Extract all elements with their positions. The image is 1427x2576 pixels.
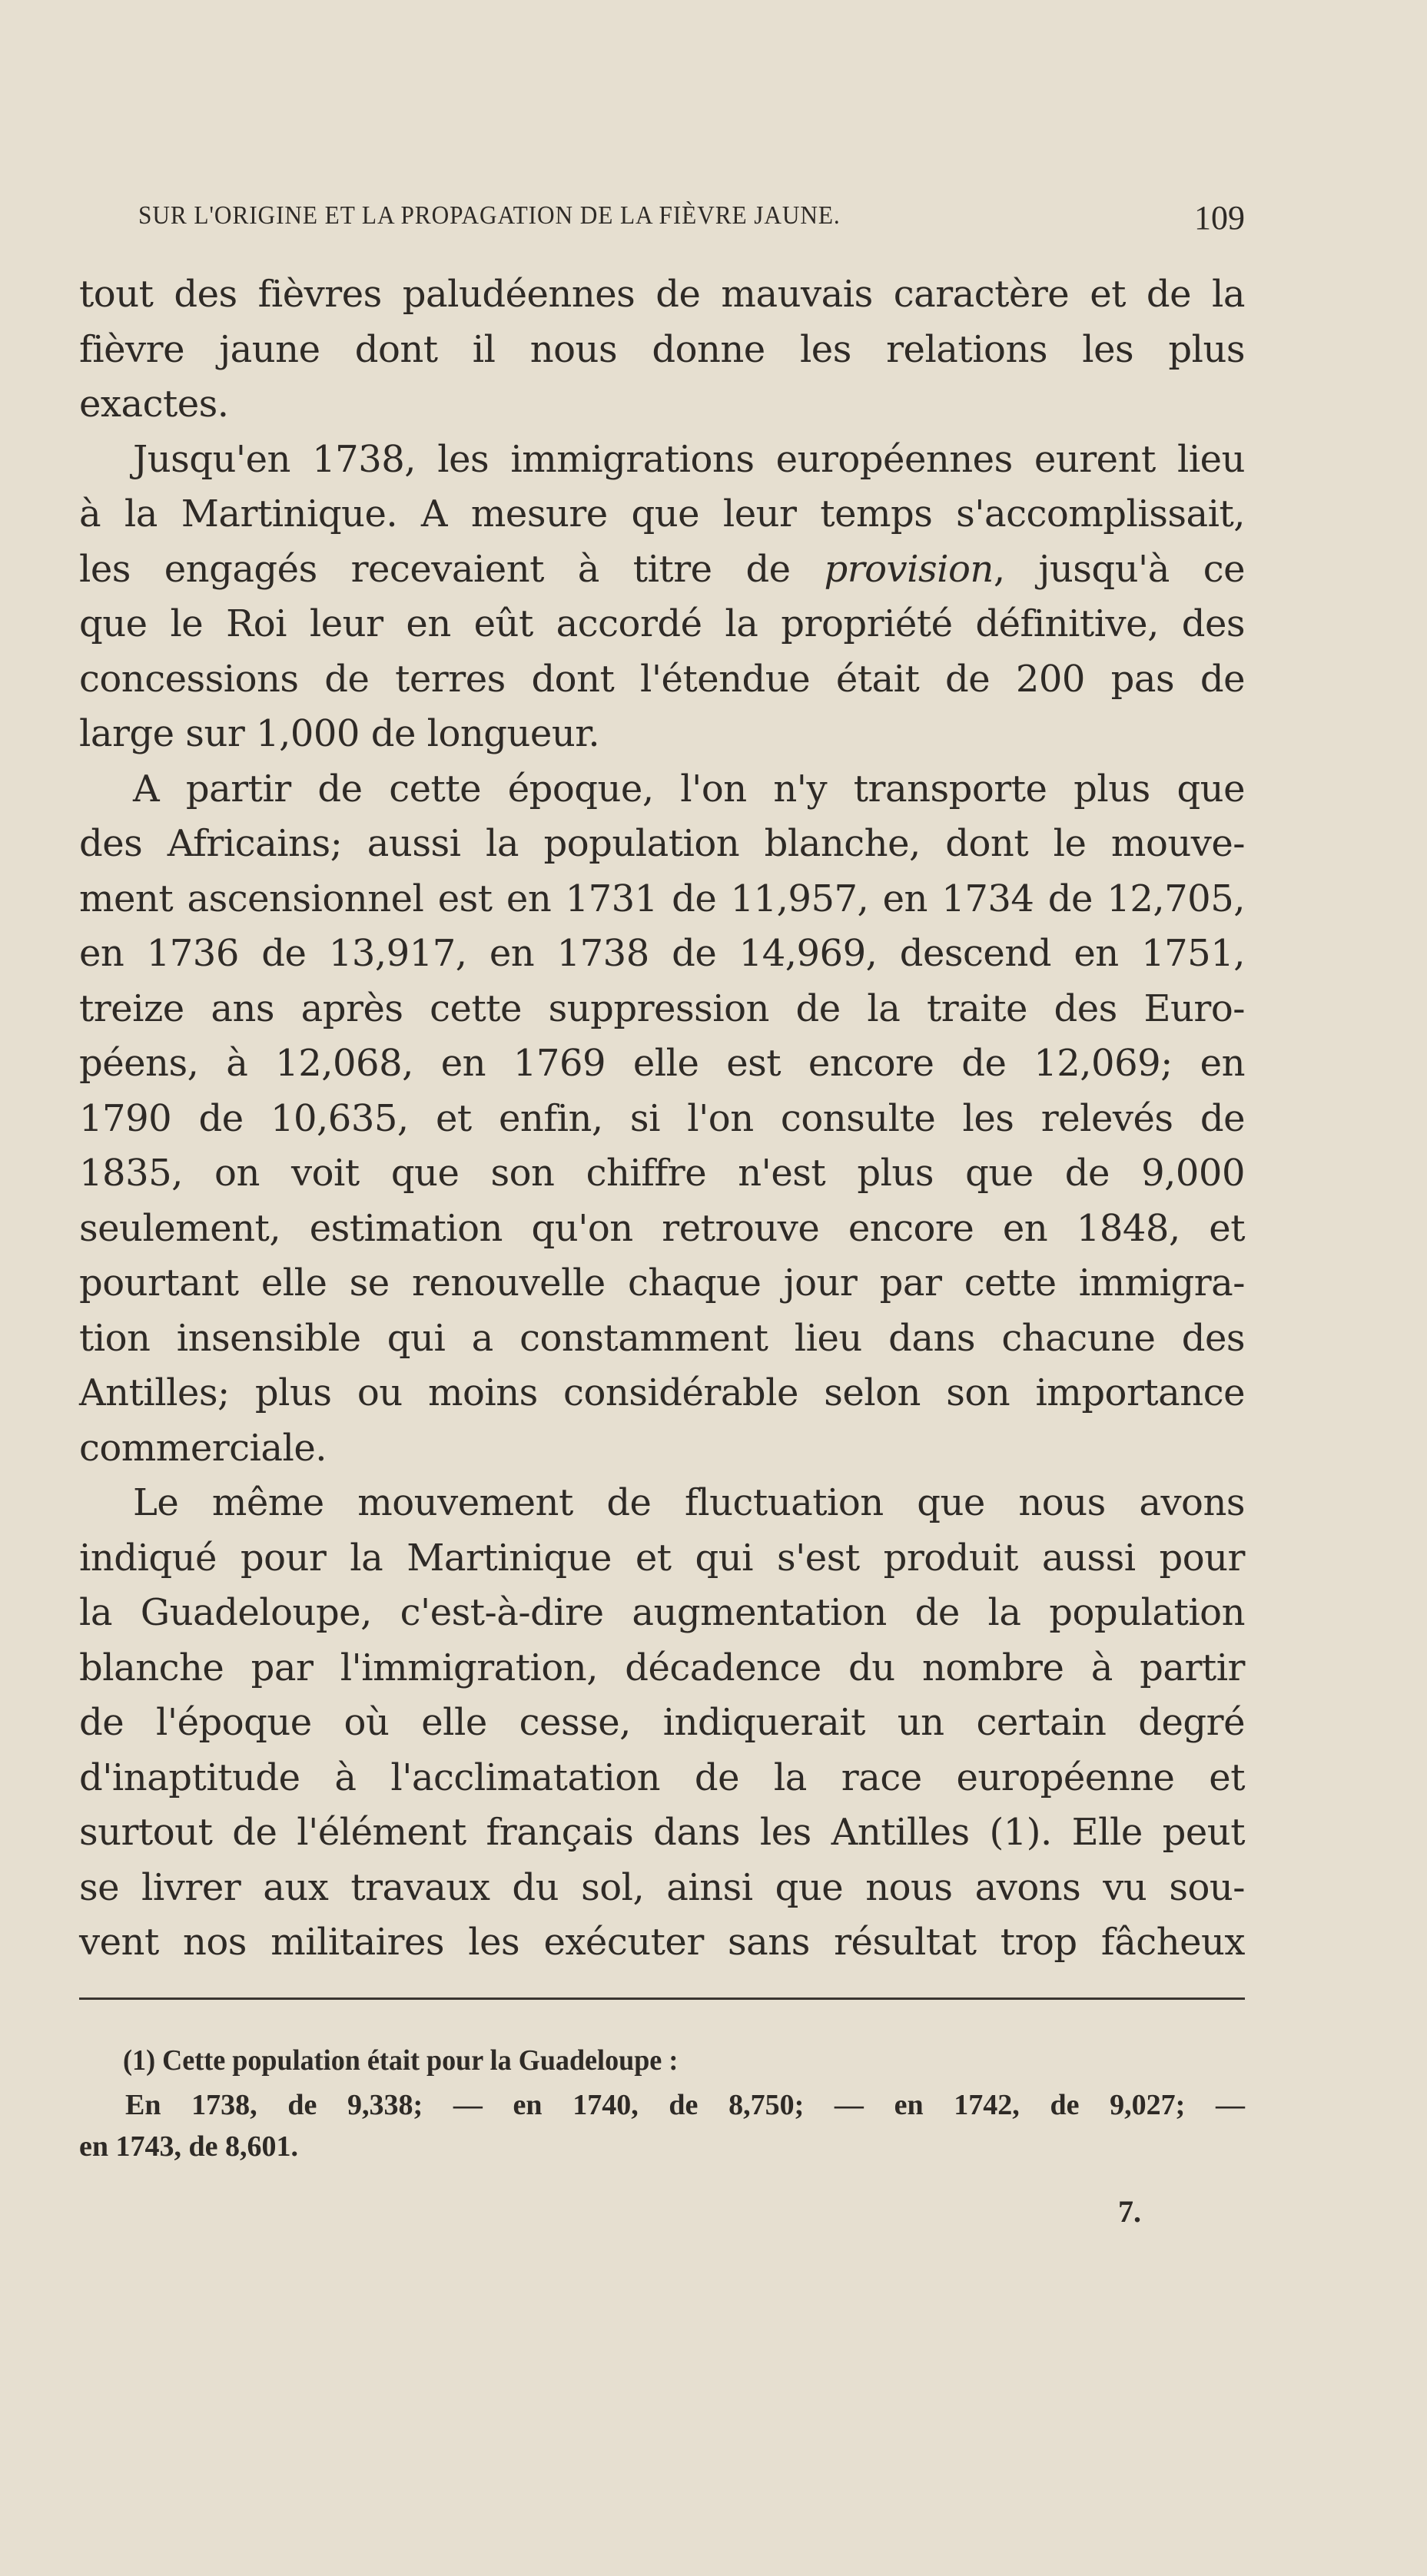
- text-line: des Africains; aussi la population blanche, dont le mouve-: [79, 822, 1245, 865]
- text-line: se livrer aux travaux du sol, ainsi que nous avons vu sou-: [79, 1865, 1245, 1909]
- text-line: de l'époque où elle cesse, indiquerait un certain degré: [79, 1701, 1245, 1744]
- text-line: pourtant elle se renouvelle chaque jour par cette immigra-: [79, 1261, 1245, 1305]
- text-line: péens, à 12,068, en 1769 elle est encore de 12,069; en: [79, 1042, 1245, 1085]
- text-line-with-italic: les engagés recevaient à titre de provision, jusqu'à ce: [79, 547, 1245, 591]
- body-text: [79, 267, 1245, 1971]
- footnote-line: En 1738, de 9,338; — en 1740, de 8,750; — en 1742, de 9,027; —: [125, 2089, 1245, 2121]
- text-line: A partir de cette époque, l'on n'y transporte plus que: [133, 767, 1245, 811]
- text-line: concessions de terres dont l'étendue était de 200 pas de: [79, 657, 1245, 701]
- text-line: 1790 de 10,635, et enfin, si l'on consulte les relevés de: [79, 1096, 1245, 1140]
- text-line: exactes.: [79, 383, 229, 426]
- text-line: la Guadeloupe, c'est-à-dire augmentation de la population: [79, 1591, 1245, 1634]
- signature-mark: 7.: [1118, 2194, 1141, 2229]
- text-line: surtout de l'élément français dans les Antilles (1). Elle peut: [79, 1811, 1245, 1854]
- text-line: tout des fièvres paludéennes de mauvais caractère et de la: [79, 273, 1245, 316]
- page-number: 109: [1194, 199, 1245, 237]
- text-line: vent nos militaires les exécuter sans résultat trop fâcheux: [79, 1921, 1245, 1964]
- footnote-divider: [79, 1997, 1245, 2000]
- text-line: à la Martinique. A mesure que leur temps s'accomplissait,: [79, 492, 1245, 535]
- text-line: tion insensible qui a constamment lieu dans chacune des: [79, 1316, 1245, 1360]
- text-line: ment ascensionnel est en 1731 de 11,957, en 1734 de 12,705,: [79, 877, 1245, 920]
- text-line: Le même mouvement de fluctuation que nous avons: [133, 1481, 1245, 1524]
- text-line: large sur 1,000 de longueur.: [79, 712, 600, 755]
- text-line: Jusqu'en 1738, les immigrations européennes eurent lieu: [133, 437, 1245, 481]
- italic-word: provision: [824, 547, 994, 591]
- text-line: Antilles; plus ou moins considérable selon son importance: [79, 1371, 1245, 1414]
- footnote-line: en 1743, de 8,601.: [79, 2130, 298, 2163]
- running-header: [138, 198, 1245, 241]
- text-line: treize ans après cette suppression de la traite des Euro-: [79, 986, 1245, 1030]
- running-title: SUR L'ORIGINE ET LA PROPAGATION DE LA FIÈVRE JAUNE.: [138, 201, 841, 230]
- text-line: d'inaptitude à l'acclimatation de la race européenne et: [79, 1755, 1245, 1799]
- text-line: seulement, estimation qu'on retrouve encore en 1848, et: [79, 1206, 1245, 1250]
- text-line: 1835, on voit que son chiffre n'est plus que de 9,000: [79, 1152, 1245, 1195]
- text-line: en 1736 de 13,917, en 1738 de 14,969, descend en 1751,: [79, 932, 1245, 975]
- footnote-line: (1) Cette population était pour la Guadeloupe :: [123, 2044, 679, 2077]
- text-line: blanche par l'immigration, décadence du nombre à partir: [79, 1646, 1245, 1689]
- text-line: indiqué pour la Martinique et qui s'est produit aussi pour: [79, 1536, 1245, 1580]
- text-line: [79, 542, 1245, 598]
- text-line: fièvre jaune dont il nous donne les relations les plus: [79, 327, 1245, 371]
- text-line: que le Roi leur en eût accordé la propriété définitive, des: [79, 602, 1245, 645]
- text-line: commerciale.: [79, 1426, 327, 1470]
